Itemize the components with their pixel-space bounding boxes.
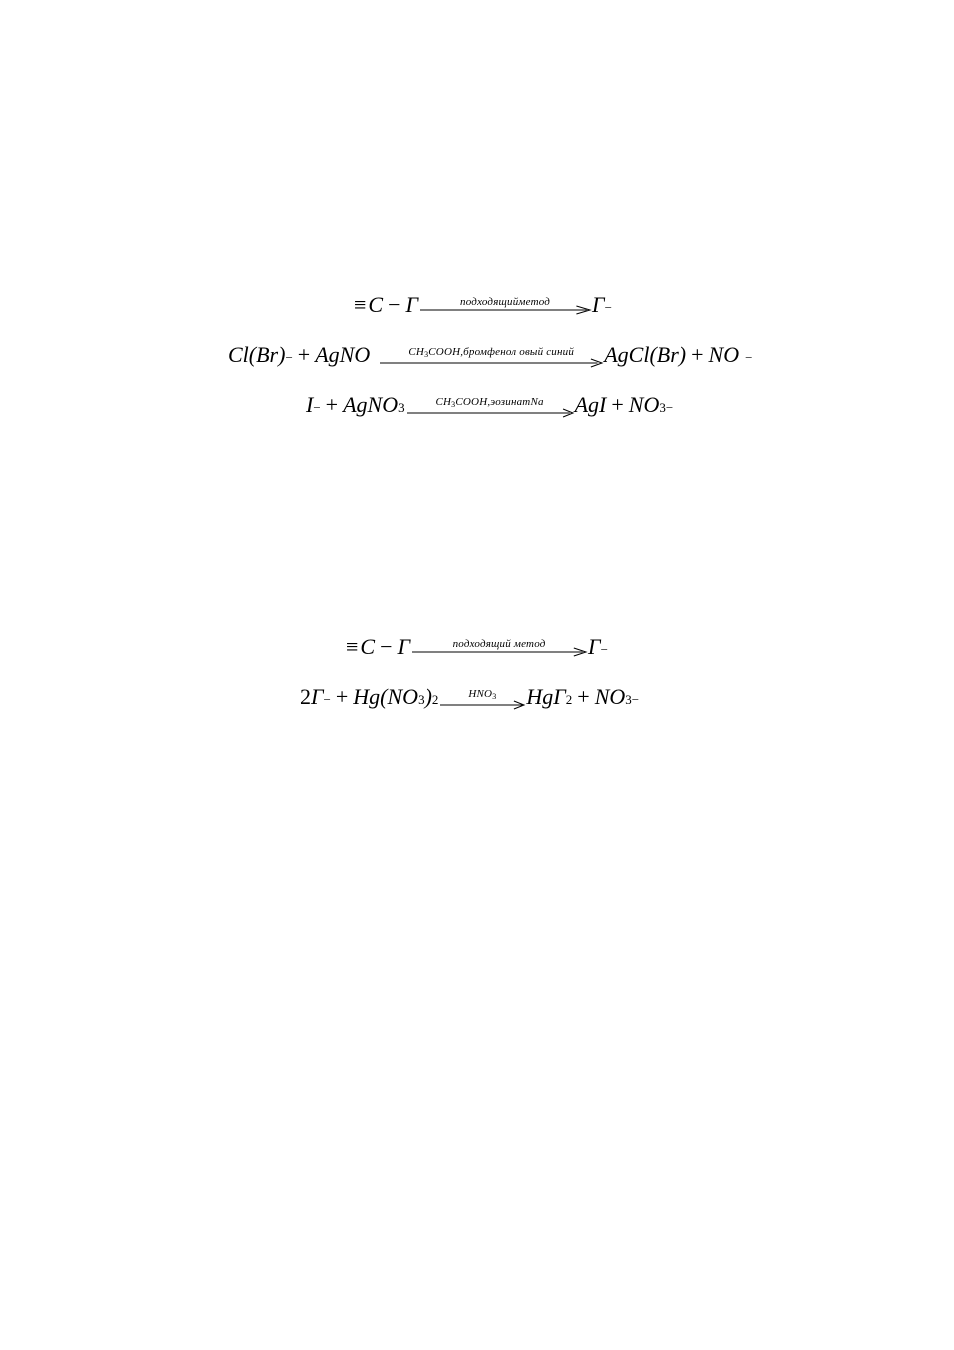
acetic-acid-ch: CH [435, 396, 452, 408]
arrow-condition-label [380, 346, 602, 362]
mercury-nitrate: Hg(NO [353, 684, 419, 709]
arrow-icon [440, 704, 524, 716]
reaction-arrow [412, 638, 586, 663]
acetic-acid-sub: 3 [451, 400, 456, 409]
equation-2-argentometry-chloride: Cl(Br) − + AgNO CH3COOH,бромфенол овый синий AgCl(Br) + NO − [228, 342, 752, 381]
arrow-icon [420, 309, 590, 321]
nitric-acid-sub: 3 [492, 692, 497, 701]
arrow-condition-label [407, 396, 573, 412]
arrow-condition-label: подходящий метод [452, 638, 546, 650]
equation-3-argentometry-iodide: I − + AgNO 3 CH3COOH,эозинатNa AgI + NO 3 − [306, 392, 673, 431]
reaction-arrow [440, 688, 524, 716]
halogen-symbol: Г [405, 292, 419, 317]
reaction-arrow [407, 396, 573, 424]
plus-sign: + [335, 684, 349, 709]
mercury-halide: HgГ [526, 684, 566, 709]
carbon-atom: C [368, 292, 384, 317]
silver-iodide-precipitate: AgI [574, 392, 607, 417]
nitrate-ion: NO [594, 684, 626, 709]
acetic-acid-ch: CH [408, 346, 425, 358]
halide-ion: Г [588, 634, 601, 659]
nitrate-ion: NO [628, 392, 660, 417]
equation-4-halogen-release: ≡ C − Г подходящий метод Г − [344, 634, 608, 670]
plus-sign: + [691, 342, 704, 367]
plus-sign: + [611, 392, 624, 417]
plus-sign: + [297, 342, 311, 367]
acetic-acid-sub: 3 [424, 350, 429, 359]
iodide-ion: I [306, 392, 314, 417]
arrow-condition-label: подходящийметод [460, 296, 551, 308]
mercury-nitrate-paren: ) [424, 684, 432, 709]
indicator-name: COOH,бромфенол овый синий [428, 346, 575, 358]
triple-bond-symbol: ≡ [354, 292, 367, 317]
carbon-atom: C [360, 634, 376, 659]
triple-bond-symbol: ≡ [346, 634, 359, 659]
nitric-acid-label: HNO [468, 688, 493, 700]
arrow-icon [380, 362, 602, 374]
bond-dash: − [380, 634, 393, 659]
silver-nitrate: AgNO [315, 342, 371, 367]
equation-5-mercurimetry: 2 Г − + Hg(NO 3 ) 2 HNO3 HgГ 2 + NO 3 − [300, 684, 639, 723]
arrow-icon [412, 651, 586, 663]
arrow-icon [407, 412, 573, 424]
silver-halide-precipitate: AgCl(Br) [604, 342, 687, 367]
halogen-symbol: Г [397, 634, 411, 659]
equation-1-halogen-release: ≡ C − Г подходящийметод Г − [352, 292, 612, 328]
silver-nitrate: AgNO [343, 392, 399, 417]
chloride-bromide-ion: Cl(Br) [228, 342, 286, 367]
halide-ion: Г [311, 684, 324, 709]
reaction-arrow [380, 346, 602, 374]
stoichiometric-coefficient: 2 [300, 684, 311, 709]
plus-sign: + [577, 684, 590, 709]
indicator-name: COOH,эозинатNa [455, 396, 544, 408]
halide-ion: Г [592, 292, 605, 317]
arrow-condition-label [440, 688, 524, 704]
plus-sign: + [325, 392, 339, 417]
bond-dash: − [388, 292, 401, 317]
reaction-arrow [420, 296, 590, 321]
nitrate-ion: NO [708, 342, 740, 367]
